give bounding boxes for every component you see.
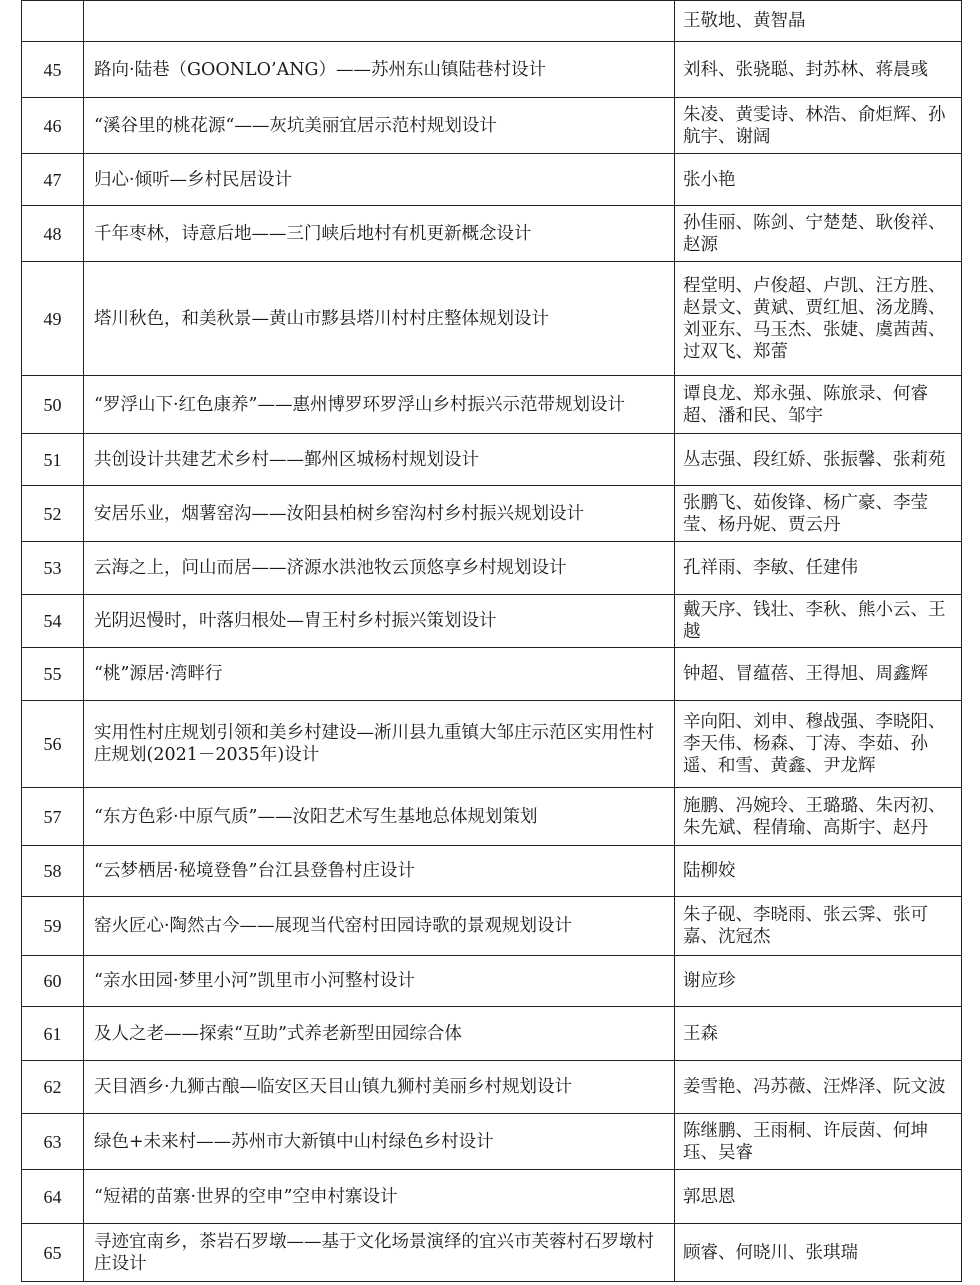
project-authors: 钟超、冒蕴蓓、王得旭、周鑫辉 [675, 648, 962, 701]
project-authors: 陆柳姣 [675, 846, 962, 897]
project-authors: 丛志强、段红娇、张振馨、张莉苑 [675, 434, 962, 486]
row-number: 64 [22, 1170, 84, 1224]
project-authors: 张小艳 [675, 154, 962, 206]
row-number: 54 [22, 595, 84, 648]
project-title: 寻迹宜南乡，茶岩石罗墩——基于文化场景演绎的宜兴市芙蓉村石罗墩村庄设计 [84, 1224, 675, 1282]
table-row [22, 486, 962, 542]
table-row [22, 956, 962, 1007]
project-title: 共创设计共建艺术乡村——鄞州区城杨村规划设计 [84, 434, 675, 486]
table-row [22, 42, 962, 98]
table-row [22, 206, 962, 262]
project-title: 千年枣林，诗意后地——三门峡后地村有机更新概念设计 [84, 206, 675, 262]
table-row [22, 897, 962, 956]
table-body [22, 1, 962, 1282]
project-authors: 谢应珍 [675, 956, 962, 1007]
project-authors: 施鹏、冯婉玲、王璐璐、朱丙初、朱先斌、程倩瑜、高斯宇、赵丹 [675, 788, 962, 846]
table-row [22, 1224, 962, 1282]
project-title: 绿色+未来村——苏州市大新镇中山村绿色乡村设计 [84, 1114, 675, 1170]
row-number: 58 [22, 846, 84, 897]
project-title: 窑火匠心·陶然古今——展现当代窑村田园诗歌的景观规划设计 [84, 897, 675, 956]
table-row [22, 701, 962, 788]
project-authors: 刘科、张骁聪、封苏林、蒋晨彧 [675, 42, 962, 98]
project-title: 塔川秋色，和美秋景—黄山市黟县塔川村村庄整体规划设计 [84, 262, 675, 376]
project-authors: 王森 [675, 1007, 962, 1061]
table-row [22, 788, 962, 846]
row-number: 45 [22, 42, 84, 98]
row-number [22, 1, 84, 42]
table-row [22, 154, 962, 206]
project-authors: 顾睿、何晓川、张琪瑞 [675, 1224, 962, 1282]
project-authors: 张鹏飞、茹俊锋、杨广豪、李莹莹、杨丹妮、贾云丹 [675, 486, 962, 542]
project-authors: 程堂明、卢俊超、卢凯、汪方胜、赵景文、黄斌、贾红旭、汤龙腾、刘亚东、马玉杰、张婕、虞茜茜、过双飞、郑蕾 [675, 262, 962, 376]
row-number: 62 [22, 1061, 84, 1114]
row-number: 46 [22, 98, 84, 154]
table-row [22, 648, 962, 701]
table-row [22, 846, 962, 897]
project-title: “短裙的苗寨·世界的空申”空申村寨设计 [84, 1170, 675, 1224]
table-row [22, 262, 962, 376]
project-authors: 孔祥雨、李敏、任建伟 [675, 542, 962, 595]
table-row [22, 1, 962, 42]
project-authors: 郭思恩 [675, 1170, 962, 1224]
project-title [84, 1, 675, 42]
row-number: 60 [22, 956, 84, 1007]
row-number: 49 [22, 262, 84, 376]
project-authors: 谭良龙、郑永强、陈旅录、何睿超、潘和民、邹宇 [675, 376, 962, 434]
row-number: 52 [22, 486, 84, 542]
row-number: 65 [22, 1224, 84, 1282]
row-number: 59 [22, 897, 84, 956]
project-title: “桃”源居·湾畔行 [84, 648, 675, 701]
table-row [22, 434, 962, 486]
project-title: 天目酒乡·九狮古酿—临安区天目山镇九狮村美丽乡村规划设计 [84, 1061, 675, 1114]
row-number: 63 [22, 1114, 84, 1170]
project-authors: 朱子砚、李晓雨、张云霁、张可嘉、沈冠杰 [675, 897, 962, 956]
table-row [22, 1061, 962, 1114]
project-title: 归心·倾听—乡村民居设计 [84, 154, 675, 206]
project-title: “亲水田园·梦里小河”凯里市小河整村设计 [84, 956, 675, 1007]
project-authors: 辛向阳、刘申、穆战强、李晓阳、李天伟、杨森、丁涛、李茹、孙遥、和雪、黄鑫、尹龙辉 [675, 701, 962, 788]
project-authors: 姜雪艳、冯苏薇、汪烨泽、阮文波 [675, 1061, 962, 1114]
table-row [22, 542, 962, 595]
table-row [22, 376, 962, 434]
table-row [22, 98, 962, 154]
row-number: 48 [22, 206, 84, 262]
row-number: 50 [22, 376, 84, 434]
project-authors: 陈继鹏、王雨桐、许辰茵、何坤珏、吴睿 [675, 1114, 962, 1170]
project-authors: 戴天序、钱壮、李秋、熊小云、王越 [675, 595, 962, 648]
row-number: 53 [22, 542, 84, 595]
project-title: 云海之上，问山而居——济源水洪池牧云顶悠享乡村规划设计 [84, 542, 675, 595]
row-number: 51 [22, 434, 84, 486]
project-title: “云梦栖居·秘境登鲁”台江县登鲁村庄设计 [84, 846, 675, 897]
project-title: “罗浮山下·红色康养”——惠州博罗环罗浮山乡村振兴示范带规划设计 [84, 376, 675, 434]
project-title: “溪谷里的桃花源“——灰坑美丽宜居示范村规划设计 [84, 98, 675, 154]
award-list-table [21, 0, 962, 1282]
project-authors: 王敬地、黄智晶 [675, 1, 962, 42]
table-row [22, 595, 962, 648]
project-title: 安居乐业，烟薯窑沟——汝阳县柏树乡窑沟村乡村振兴规划设计 [84, 486, 675, 542]
project-title: 及人之老——探索“互助”式养老新型田园综合体 [84, 1007, 675, 1061]
project-title: “东方色彩·中原气质”——汝阳艺术写生基地总体规划策划 [84, 788, 675, 846]
row-number: 61 [22, 1007, 84, 1061]
table-row [22, 1170, 962, 1224]
row-number: 47 [22, 154, 84, 206]
row-number: 56 [22, 701, 84, 788]
row-number: 55 [22, 648, 84, 701]
project-title: 实用性村庄规划引领和美乡村建设—淅川县九重镇大邹庄示范区实用性村庄规划(2021－2035年)设计 [84, 701, 675, 788]
table-row [22, 1114, 962, 1170]
project-title: 光阴迟慢时，叶落归根处—胄王村乡村振兴策划设计 [84, 595, 675, 648]
table-row [22, 1007, 962, 1061]
project-title: 路向·陆巷（GOONLO’ANG）——苏州东山镇陆巷村设计 [84, 42, 675, 98]
project-authors: 孙佳丽、陈剑、宁楚楚、耿俊祥、赵源 [675, 206, 962, 262]
row-number: 57 [22, 788, 84, 846]
project-authors: 朱凌、黄雯诗、林浩、俞炬辉、孙航宇、谢阔 [675, 98, 962, 154]
